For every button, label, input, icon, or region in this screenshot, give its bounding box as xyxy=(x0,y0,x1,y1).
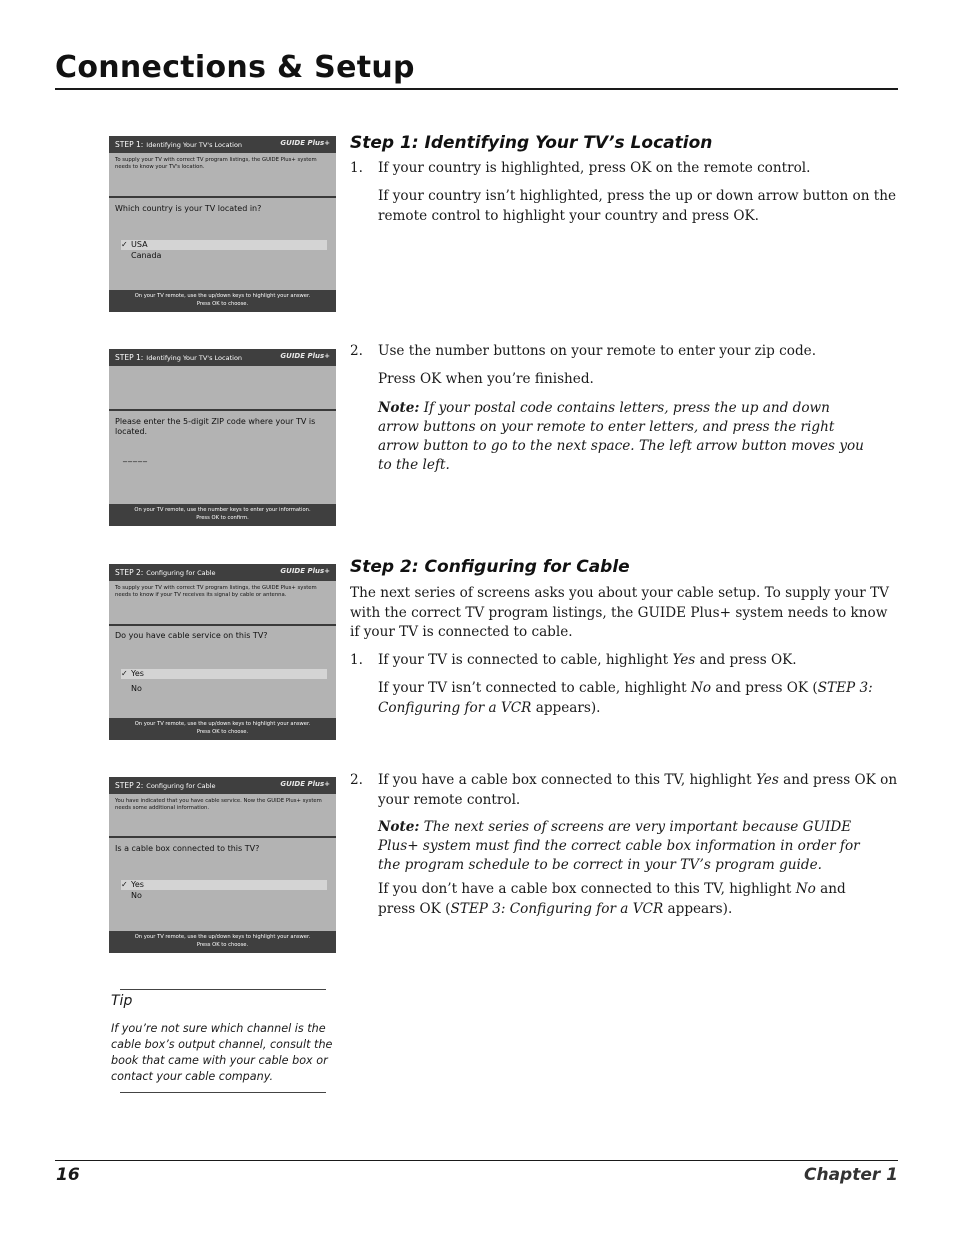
screen-step: STEP 1: xyxy=(115,353,144,362)
step1-item2-text2: Press OK when you’re finished. xyxy=(378,371,594,387)
text: If your TV is connected to cable, highlight xyxy=(378,652,669,668)
screen-question: Is a cable box connected to this TV? xyxy=(115,844,260,853)
screen-intro: To supply your TV with correct TV program listings, the GUIDE Plus+ system needs to know your TV's location. xyxy=(115,157,317,170)
option-yes xyxy=(121,880,327,890)
footer-line: Press OK to choose. xyxy=(196,300,249,307)
step1-heading: Step 1: Identifying Your TV’s Location xyxy=(350,133,713,153)
note-label: Note: xyxy=(378,819,420,835)
screen-footer xyxy=(109,931,336,953)
guide-plus-logo: GUIDE Plus+ xyxy=(280,139,330,147)
text: appears). xyxy=(663,900,733,917)
screen-question: Which country is your TV located in? xyxy=(115,204,262,213)
note-text: The next series of screens are very important because GUIDE Plus+ system must find the correct cable box information in order for the program schedule to be correct in your TV’s program guide. xyxy=(378,819,860,873)
check-icon: ✓ xyxy=(121,669,128,678)
text: If you have a cable box connected to this TV, highlight xyxy=(378,772,752,788)
step3-reference: STEP 3: Configuring for a VCR xyxy=(378,680,873,716)
check-icon: ✓ xyxy=(121,880,128,889)
option-label: USA xyxy=(131,240,148,249)
tip-bottom-rule xyxy=(120,1092,326,1093)
text: appears). xyxy=(531,699,601,716)
screen-footer xyxy=(109,718,336,740)
option-no xyxy=(121,684,142,694)
step1-item1-number: 1. xyxy=(350,160,363,176)
tip-label: Tip xyxy=(111,993,133,1009)
guide-plus-logo: GUIDE Plus+ xyxy=(280,567,330,575)
check-icon: ✓ xyxy=(121,240,128,249)
screen-title: Configuring for Cable xyxy=(146,782,216,790)
guide-plus-logo: GUIDE Plus+ xyxy=(280,780,330,788)
option-no-ref: No xyxy=(690,680,712,696)
footer-rule xyxy=(55,1160,898,1161)
footer-line: Press OK to choose. xyxy=(196,941,249,948)
text: If you don’t have a cable box connected to this TV, highlight xyxy=(378,881,792,897)
footer-line: Press OK to confirm. xyxy=(196,514,249,521)
footer-line: On your TV remote, use the up/down keys to highlight your answer. xyxy=(134,934,311,940)
step1-item1-text2: If your country isn’t highlighted, press the up or down arrow button on the remote control to highlight your country and press OK. xyxy=(378,188,897,224)
option-yes xyxy=(121,669,327,679)
screen-intro: To supply your TV with correct TV program listings, the GUIDE Plus+ system needs to know if your TV receives its signal by cable or antenna. xyxy=(115,585,317,598)
step1-note xyxy=(378,399,868,475)
option-no-ref: No xyxy=(795,881,816,897)
option-canada xyxy=(121,251,161,261)
step1-item2-number: 2. xyxy=(350,343,363,359)
screen-footer xyxy=(109,504,336,526)
screen-divider xyxy=(109,836,336,838)
screen-header xyxy=(109,777,336,794)
screen-step: STEP 2: xyxy=(115,781,144,790)
step2-heading: Step 2: Configuring for Cable xyxy=(350,557,630,577)
footer-line: Press OK to choose. xyxy=(196,728,249,735)
text: and press OK. xyxy=(699,652,797,668)
text: If your TV isn’t connected to cable, highlight xyxy=(378,680,687,696)
screen-divider xyxy=(109,624,336,626)
screen-divider xyxy=(109,196,336,198)
step3-reference: STEP 3: Configuring for a VCR xyxy=(450,900,664,917)
tv-screen-cable-service xyxy=(109,564,336,740)
screen-header xyxy=(109,349,336,366)
option-label: Yes xyxy=(131,669,144,678)
screen-footer xyxy=(109,290,336,312)
option-label: No xyxy=(131,891,142,900)
note-text: If your postal code contains letters, press the up and down arrow buttons on your remote to enter letters, and press the right arrow button to go to the next space. The left arrow button moves you to the left. xyxy=(378,400,864,473)
step1-item2-text: Use the number buttons on your remote to enter your zip code. xyxy=(378,343,817,359)
option-label: No xyxy=(131,684,142,693)
footer-line: On your TV remote, use the up/down keys to highlight your answer. xyxy=(134,293,311,299)
tv-screen-country xyxy=(109,136,336,312)
option-label: Canada xyxy=(131,251,162,260)
text: and press OK ( xyxy=(715,680,818,696)
tip-top-rule xyxy=(120,989,326,990)
screen-intro: You have indicated that you have cable service. Now the GUIDE Plus+ system needs some additional information. xyxy=(115,798,322,811)
screen-title: Identifying Your TV's Location xyxy=(146,354,243,362)
note-label: Note: xyxy=(378,400,420,416)
text: and press OK ( xyxy=(378,881,846,917)
step2-item1-text xyxy=(378,651,898,671)
page-title: Connections & Setup xyxy=(55,50,415,85)
footer-line: On your TV remote, use the up/down keys to highlight your answer. xyxy=(134,721,311,727)
page-number: 16 xyxy=(56,1165,80,1185)
screen-header xyxy=(109,564,336,581)
step2-note xyxy=(378,818,868,875)
screen-question: Please enter the 5-digit ZIP code where your TV is located. xyxy=(115,417,316,436)
zip-entry-field: _____ xyxy=(123,453,148,462)
step2-item2-text2 xyxy=(378,880,858,919)
tv-screen-cable-box xyxy=(109,777,336,953)
screen-title: Identifying Your TV's Location xyxy=(146,141,243,149)
step2-item2-text xyxy=(378,771,898,810)
option-label: Yes xyxy=(131,880,144,889)
step2-item1-text2 xyxy=(378,679,898,718)
tv-screen-zip xyxy=(109,349,336,526)
footer-line: On your TV remote, use the number keys to enter your information. xyxy=(134,507,311,513)
option-no xyxy=(121,891,142,901)
screen-divider xyxy=(109,409,336,411)
screen-question: Do you have cable service on this TV? xyxy=(115,631,268,640)
step2-item1-number: 1. xyxy=(350,652,363,668)
step2-item2-number: 2. xyxy=(350,772,363,788)
screen-step: STEP 2: xyxy=(115,568,144,577)
title-rule xyxy=(55,88,898,90)
option-yes-ref: Yes xyxy=(672,652,696,668)
screen-header xyxy=(109,136,336,153)
screen-step: STEP 1: xyxy=(115,140,144,149)
text: and press OK on your remote control. xyxy=(378,772,898,808)
option-usa xyxy=(121,240,327,250)
screen-title: Configuring for Cable xyxy=(146,569,216,577)
chapter-label: Chapter 1 xyxy=(803,1165,898,1185)
option-yes-ref: Yes xyxy=(755,772,779,788)
step1-item1-text: If your country is highlighted, press OK on the remote control. xyxy=(378,160,811,176)
tip-text: If you’re not sure which channel is the cable box’s output channel, consult the book that came with your cable box or contact your cable company. xyxy=(111,1022,333,1083)
guide-plus-logo: GUIDE Plus+ xyxy=(280,352,330,360)
step2-intro: The next series of screens asks you about your cable setup. To supply your TV with the correct TV program listings, the GUIDE Plus+ system needs to know if your TV is connected to cable. xyxy=(350,585,889,640)
